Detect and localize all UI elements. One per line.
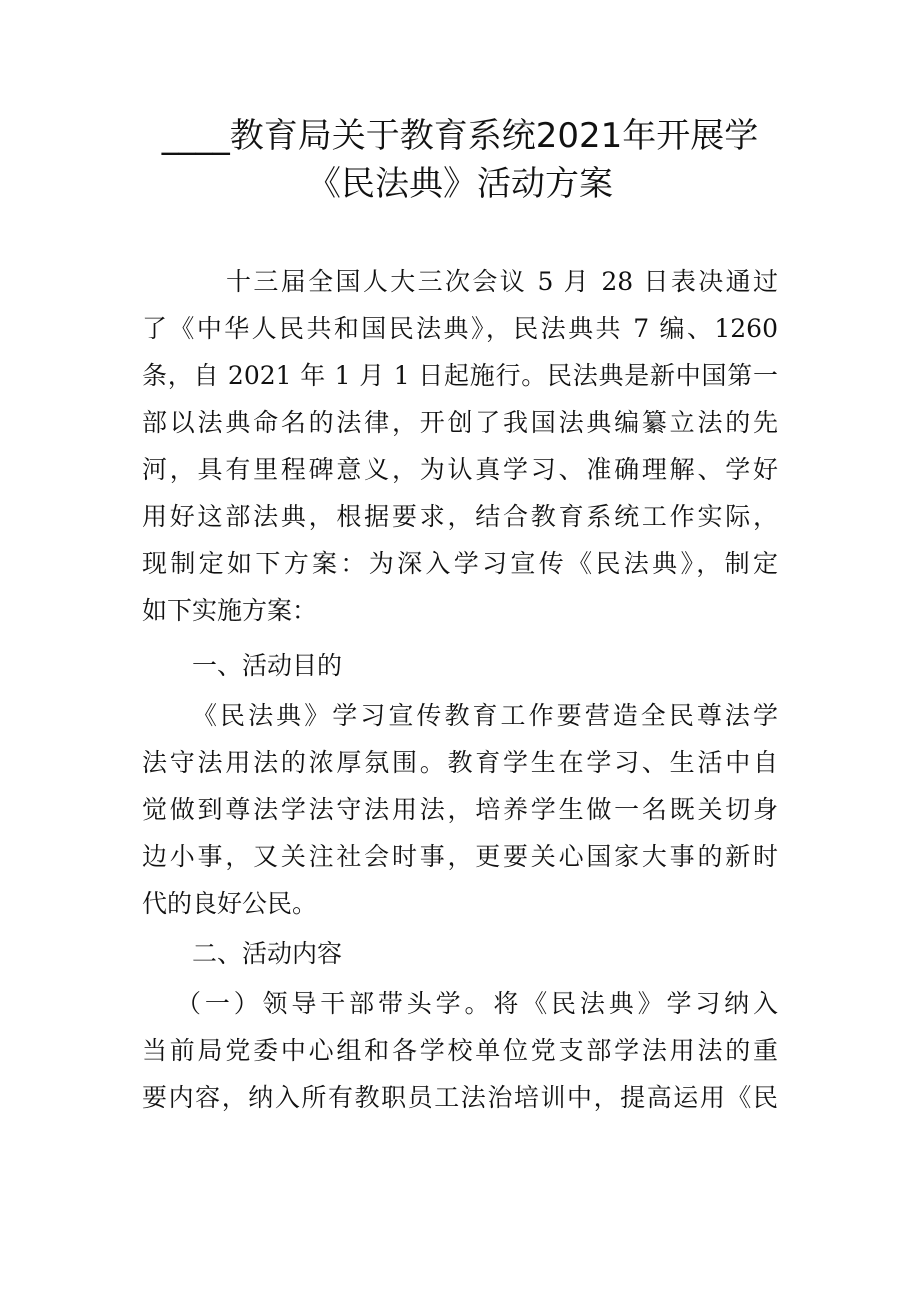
section-2-line-1: （一）领导干部带头学。将《民法典》学习纳入: [176, 989, 778, 1018]
section-1-paragraph: [142, 692, 778, 927]
intro-line-2: 了《中华人民共和国民法典》，民法典共 7 编、1260: [142, 314, 778, 343]
intro-line-3: 条，自 2021 年 1 月 1 日起施行。民法典是新中国第一: [142, 361, 778, 390]
intro-line-1: 十三届全国人大三次会议 5 月 28 日表决通过: [226, 267, 778, 296]
section-2-line-2: 当前局党委中心组和各学校单位党支部学法用法的重: [142, 1036, 778, 1065]
section-1-line-3: 觉做到尊法学法守法用法，培养学生做一名既关切身: [142, 795, 778, 824]
section-1-line-5: 代的良好公民。: [142, 889, 318, 918]
intro-line-7: 现制定如下方案：为深入学习宣传《民法典》，制定: [142, 549, 778, 578]
section-1-line-2: 法守法用法的浓厚氛围。教育学生在学习、生活中自: [142, 748, 778, 777]
section-2-heading: 二、活动内容: [192, 939, 343, 968]
section-1-line-1: 《民法典》学习宣传教育工作要营造全民尊法学: [192, 701, 778, 730]
section-2-paragraph: [142, 980, 778, 1121]
intro-paragraph: [142, 258, 778, 634]
document-title-line-2: 《民法典》活动方案: [307, 164, 613, 204]
intro-line-5: 河，具有里程碑意义，为认真学习、准确理解、学好: [142, 455, 778, 484]
section-2-line-3: 要内容，纳入所有教职员工法治培训中，提高运用《民: [142, 1083, 778, 1112]
section-1-line-4: 边小事，又关注社会时事，更要关心国家大事的新时: [142, 842, 778, 871]
intro-line-8: 如下实施方案：: [142, 596, 318, 625]
section-1-heading: 一、活动目的: [192, 651, 343, 680]
intro-line-6: 用好这部法典，根据要求，结合教育系统工作实际，: [142, 502, 778, 531]
document-title-line-1: ____教育局关于教育系统2021年开展学: [161, 116, 759, 156]
intro-line-4: 部以法典命名的法律，开创了我国法典编纂立法的先: [142, 408, 778, 437]
